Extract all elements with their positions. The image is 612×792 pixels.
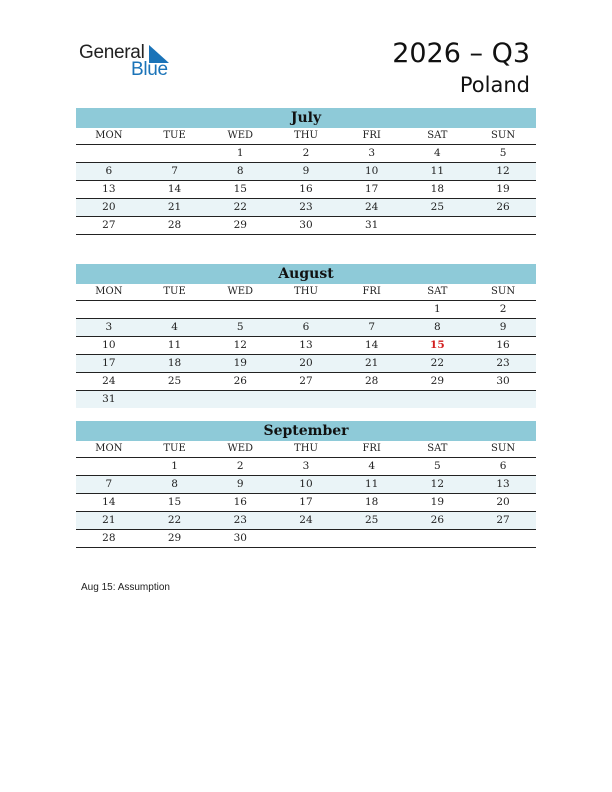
- week-row: [76, 530, 536, 548]
- day-cell: [207, 391, 273, 408]
- day-cell: 5: [434, 460, 441, 472]
- day-cell: [470, 530, 536, 547]
- day-cell: 13: [299, 339, 313, 351]
- weekday-label: WED: [227, 443, 254, 454]
- day-cell: 12: [496, 165, 510, 177]
- day-cell: 16: [299, 183, 313, 195]
- week-row: [76, 145, 536, 163]
- day-cell: 7: [105, 478, 113, 490]
- logo: [79, 42, 189, 82]
- day-cell: 2: [236, 460, 244, 472]
- day-cell: 20: [299, 357, 313, 369]
- day-cell: 27: [299, 375, 313, 387]
- weekday-label: WED: [227, 286, 254, 297]
- weekday-label: THU: [294, 130, 318, 141]
- holiday-day-cell: 15: [430, 339, 445, 351]
- week-row: [76, 458, 536, 476]
- day-cell: [76, 301, 142, 318]
- day-cell: [142, 301, 208, 318]
- day-cell: 2: [302, 147, 310, 159]
- day-cell: 5: [236, 321, 244, 333]
- day-cell: [405, 530, 471, 547]
- day-cell: 14: [102, 496, 116, 508]
- day-cell: [207, 301, 273, 318]
- day-cell: 30: [233, 532, 247, 544]
- day-cell: 4: [171, 321, 178, 333]
- day-cell: 31: [102, 393, 116, 405]
- day-cell: 14: [167, 183, 182, 195]
- day-cell: 26: [430, 514, 445, 526]
- weekday-row: [76, 128, 536, 145]
- weekday-label: TUE: [163, 286, 186, 297]
- day-cell: 4: [368, 460, 375, 472]
- day-cell: 16: [233, 496, 247, 508]
- day-cell: 12: [430, 478, 445, 490]
- day-cell: [142, 145, 208, 162]
- day-cell: 14: [364, 339, 379, 351]
- week-row: [76, 373, 536, 391]
- day-cell: 21: [167, 201, 182, 213]
- day-cell: 6: [302, 321, 310, 333]
- day-cell: 8: [236, 165, 244, 177]
- day-cell: 3: [302, 460, 310, 472]
- day-cell: 24: [102, 375, 116, 387]
- day-cell: 19: [496, 183, 510, 195]
- week-row: [76, 217, 536, 235]
- month-july: [76, 108, 536, 235]
- day-cell: 23: [299, 201, 313, 213]
- day-cell: 2: [499, 303, 507, 315]
- week-row: [76, 512, 536, 530]
- month-header: July: [76, 108, 536, 128]
- weekday-label: WED: [227, 130, 254, 141]
- weekday-label: FRI: [362, 286, 381, 297]
- day-cell: 24: [364, 201, 379, 213]
- weekday-label: SUN: [491, 130, 516, 141]
- weekday-label: SUN: [491, 286, 516, 297]
- day-cell: [273, 530, 339, 547]
- page-title: 2026 – Q3: [392, 38, 530, 69]
- day-cell: 21: [364, 357, 379, 369]
- day-cell: 4: [434, 147, 441, 159]
- logo-word-general: General: [79, 42, 145, 63]
- weekday-label: FRI: [362, 443, 381, 454]
- week-row: [76, 181, 536, 199]
- day-cell: 6: [105, 165, 113, 177]
- day-cell: 28: [364, 375, 379, 387]
- weekday-label: TUE: [163, 130, 186, 141]
- day-cell: 8: [171, 478, 178, 490]
- day-cell: [76, 458, 142, 475]
- week-row: [76, 199, 536, 217]
- day-cell: [339, 391, 405, 408]
- day-cell: 18: [167, 357, 182, 369]
- day-cell: 25: [364, 514, 379, 526]
- holiday-note: Aug 15: Assumption: [81, 582, 170, 593]
- day-cell: 10: [102, 339, 116, 351]
- weekday-label: THU: [294, 286, 318, 297]
- day-cell: 9: [302, 165, 310, 177]
- day-cell: [76, 145, 142, 162]
- day-cell: 18: [364, 496, 379, 508]
- day-cell: 1: [434, 303, 441, 315]
- month-august: [76, 264, 536, 408]
- day-cell: 11: [167, 339, 182, 351]
- day-cell: 20: [102, 201, 116, 213]
- day-cell: 11: [364, 478, 379, 490]
- day-cell: 20: [496, 496, 510, 508]
- day-cell: 27: [102, 219, 116, 231]
- day-cell: 13: [496, 478, 510, 490]
- week-row: [76, 494, 536, 512]
- day-cell: 29: [430, 375, 445, 387]
- day-cell: 12: [233, 339, 247, 351]
- day-cell: 18: [430, 183, 445, 195]
- week-row: [76, 476, 536, 494]
- country-name: Poland: [459, 73, 530, 97]
- day-cell: 10: [364, 165, 379, 177]
- day-cell: 27: [496, 514, 510, 526]
- weekday-label: SUN: [491, 443, 516, 454]
- weekday-label: MON: [95, 286, 123, 297]
- day-cell: 28: [167, 219, 182, 231]
- day-cell: 1: [171, 460, 178, 472]
- week-row: [76, 337, 536, 355]
- day-cell: 31: [364, 219, 379, 231]
- day-cell: 3: [105, 321, 113, 333]
- weekday-label: MON: [95, 443, 123, 454]
- day-cell: 16: [496, 339, 510, 351]
- week-row: [76, 163, 536, 181]
- day-cell: [339, 530, 405, 547]
- week-row: [76, 355, 536, 373]
- week-row: [76, 319, 536, 337]
- day-cell: [405, 217, 471, 234]
- day-cell: 22: [233, 201, 247, 213]
- weekday-label: FRI: [362, 130, 381, 141]
- day-cell: 30: [496, 375, 510, 387]
- day-cell: 24: [299, 514, 313, 526]
- day-cell: 8: [434, 321, 441, 333]
- day-cell: 26: [496, 201, 510, 213]
- month-september: [76, 421, 536, 548]
- day-cell: 17: [364, 183, 379, 195]
- day-cell: 11: [430, 165, 445, 177]
- day-cell: 29: [233, 219, 247, 231]
- day-cell: 17: [102, 357, 116, 369]
- weekday-row: [76, 284, 536, 301]
- day-cell: 10: [299, 478, 313, 490]
- month-header: September: [76, 421, 536, 441]
- day-cell: [339, 301, 405, 318]
- weekday-label: THU: [294, 443, 318, 454]
- day-cell: 29: [167, 532, 182, 544]
- weekday-label: SAT: [427, 443, 448, 454]
- day-cell: 30: [299, 219, 313, 231]
- weekday-label: SAT: [427, 130, 448, 141]
- day-cell: [470, 217, 536, 234]
- day-cell: 23: [496, 357, 510, 369]
- weekday-row: [76, 441, 536, 458]
- day-cell: [405, 391, 471, 408]
- day-cell: [470, 391, 536, 408]
- day-cell: 15: [233, 183, 247, 195]
- day-cell: [273, 301, 339, 318]
- logo-word-blue: Blue: [131, 59, 168, 80]
- day-cell: 15: [167, 496, 182, 508]
- week-row: [76, 301, 536, 319]
- day-cell: 22: [430, 357, 445, 369]
- day-cell: 5: [499, 147, 507, 159]
- day-cell: 22: [167, 514, 182, 526]
- day-cell: 7: [368, 321, 375, 333]
- day-cell: [142, 391, 208, 408]
- day-cell: 9: [499, 321, 507, 333]
- week-row: [76, 391, 536, 408]
- day-cell: 9: [236, 478, 244, 490]
- day-cell: [273, 391, 339, 408]
- day-cell: 25: [430, 201, 445, 213]
- day-cell: 17: [299, 496, 313, 508]
- day-cell: 25: [167, 375, 182, 387]
- day-cell: 3: [368, 147, 375, 159]
- day-cell: 13: [102, 183, 116, 195]
- day-cell: 1: [236, 147, 244, 159]
- day-cell: 7: [171, 165, 178, 177]
- day-cell: 6: [499, 460, 507, 472]
- day-cell: 28: [102, 532, 116, 544]
- day-cell: 26: [233, 375, 247, 387]
- weekday-label: TUE: [163, 443, 186, 454]
- month-header: August: [76, 264, 536, 284]
- weekday-label: MON: [95, 130, 123, 141]
- day-cell: 21: [102, 514, 116, 526]
- day-cell: 23: [233, 514, 247, 526]
- day-cell: 19: [233, 357, 247, 369]
- day-cell: 19: [430, 496, 445, 508]
- weekday-label: SAT: [427, 286, 448, 297]
